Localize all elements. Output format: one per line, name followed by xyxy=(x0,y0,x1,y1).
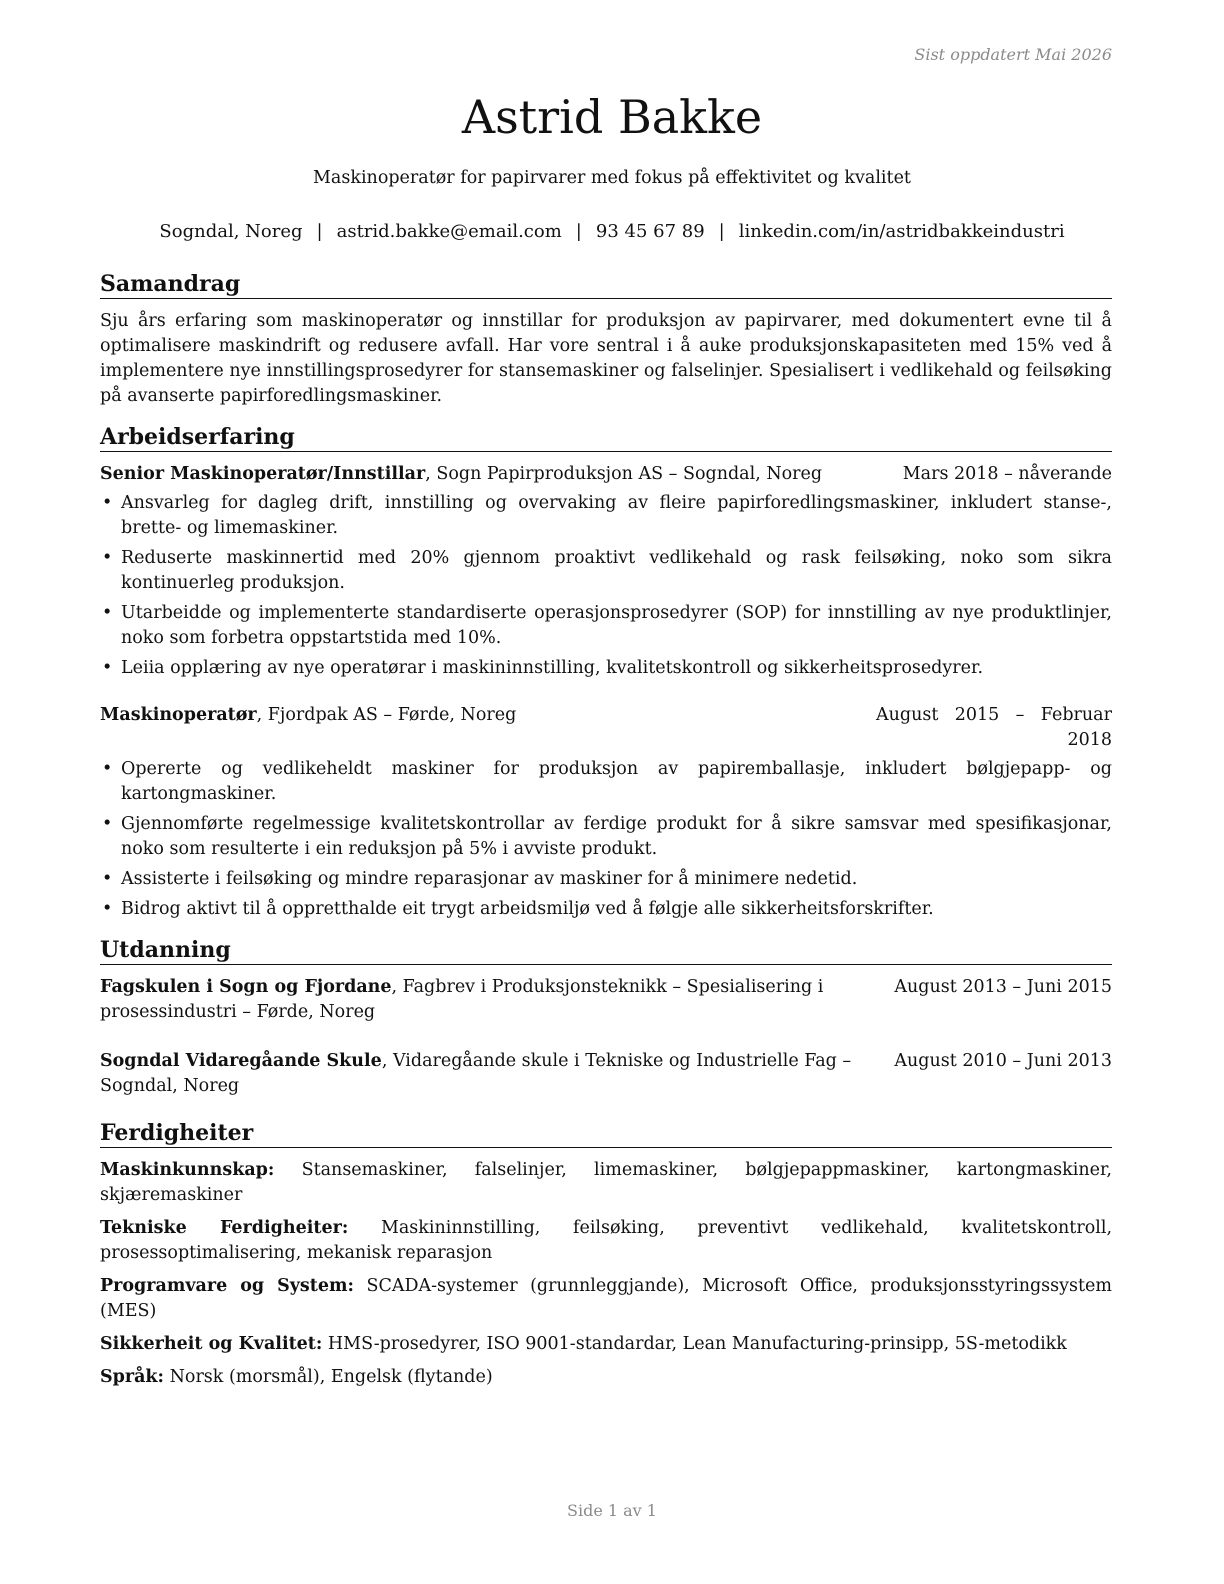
candidate-name: Astrid Bakke xyxy=(461,90,763,144)
skill-label: Programvare og System: xyxy=(100,1276,354,1296)
job-company: , Fjordpak AS – Førde, Noreg xyxy=(256,705,517,725)
job-bullet: • Opererte og vedlikeheldt maskiner for produksjon av papiremballasje, inkludert bølgjepapp- og kartongmaskiner. xyxy=(100,757,1112,807)
job-bullet: • Assisterte i feilsøking og mindre reparasjonar av maskiner for å minimere nedetid. xyxy=(100,867,1112,892)
skill-label: Sikkerheit og Kvalitet: xyxy=(100,1334,323,1354)
education-detail: , Vidaregåande skule i Tekniske og Industrielle Fag – Sogndal, Noreg xyxy=(100,1051,852,1096)
last-updated: Sist oppdatert Mai 2026 xyxy=(914,45,1112,64)
education-dates: August 2010 – Juni 2013 xyxy=(894,1051,1112,1071)
section-title-education: Utdanning xyxy=(100,936,1112,965)
skill-value: HMS-prosedyrer, ISO 9001-standardar, Lean Manufacturing-prinsipp, 5S-metodikk xyxy=(322,1334,1067,1354)
skill-row xyxy=(100,1365,1112,1390)
skill-value: Maskininnstilling, feilsøking, preventivt vedlikehald, kvalitetskontroll, prosessoptimalisering, mekanisk reparasjon xyxy=(100,1218,1113,1263)
section-title-skills: Ferdigheiter xyxy=(100,1119,1112,1148)
education-entry xyxy=(100,975,1112,1025)
job-dates: August 2015 – Februar 2018 xyxy=(876,705,1112,750)
skill-value: Norsk (morsmål), Engelsk (flytande) xyxy=(164,1367,493,1387)
section-title-summary: Samandrag xyxy=(100,270,1112,299)
contact-phone[interactable]: 93 45 67 89 xyxy=(595,221,705,242)
tagline: Maskinoperatør for papirvarer med fokus på effektivitet og kvalitet xyxy=(313,168,911,188)
job-bullets xyxy=(100,491,1112,681)
education-school: Sogndal Vidaregåande Skule xyxy=(100,1051,382,1071)
education-text xyxy=(100,975,894,1025)
education-detail: , Fagbrev i Produksjonsteknikk – Spesialisering i prosessindustri – Førde, Noreg xyxy=(100,977,824,1022)
contact-separator: | xyxy=(316,221,323,242)
education-entry xyxy=(100,1049,1112,1099)
job-bullet: • Reduserte maskinnertid med 20% gjennom proaktivt vedlikehald og rask feilsøking, noko som sikra kontinuerleg produksjon. xyxy=(100,546,1112,596)
section-title-experience: Arbeidserfaring xyxy=(100,423,1112,452)
job-bullet: • Ansvarleg for dagleg drift, innstilling og overvaking av fleire papirforedlingsmaskiner, inkludert stanse-, brette- og limemaskiner. xyxy=(100,491,1112,541)
contact-linkedin[interactable]: linkedin.com/in/astridbakkeindustri xyxy=(738,221,1065,242)
job-company: , Sogn Papirproduksjon AS – Sogndal, Noreg xyxy=(425,464,823,484)
skill-label: Tekniske Ferdigheiter: xyxy=(100,1218,349,1238)
contact-separator: | xyxy=(718,221,725,242)
job-entry xyxy=(100,462,1112,681)
education-school: Fagskulen i Sogn og Fjordane xyxy=(100,977,392,997)
summary-text: Sju års erfaring som maskinoperatør og innstillar for produksjon av papirvarer, med dokumentert evne til å optimalisere maskindrift og redusere avfall. Har vore sentral i å auke produksjonskapasiteten med 15% ved å implementere nye innstillingsprosedyrer for stansemaskiner og falselinjer. Spesialisert i vedlikehald og feilsøking på avanserte papirforedlingsmaskiner. xyxy=(100,311,1112,406)
job-entry xyxy=(100,703,1112,922)
resume-body xyxy=(100,270,1112,1398)
job-dates: Mars 2018 – nåverande xyxy=(902,464,1112,484)
skill-row xyxy=(100,1332,1112,1357)
job-bullet: • Gjennomførte regelmessige kvalitetskontrollar av ferdige produkt for å sikre samsvar med spesifikasjonar, noko som resulterte i ein reduksjon på 5% i avviste produkt. xyxy=(100,812,1112,862)
skill-label: Maskinkunnskap: xyxy=(100,1160,275,1180)
job-bullet: • Leiia opplæring av nye operatørar i maskininnstilling, kvalitetskontroll og sikkerheitsprosedyrer. xyxy=(100,656,1112,681)
job-title-line xyxy=(100,462,903,487)
job-bullets xyxy=(100,757,1112,922)
job-header xyxy=(100,703,1112,753)
contact-location: Sogndal, Noreg xyxy=(159,221,303,242)
job-bullet: • Bidrog aktivt til å oppretthalde eit trygt arbeidsmiljø ved å følgje alle sikkerheitsforskrifter. xyxy=(100,897,1112,922)
contact-separator: | xyxy=(575,221,582,242)
contact-email[interactable]: astrid.bakke@email.com xyxy=(336,221,562,242)
job-header xyxy=(100,462,1112,487)
job-role: Senior Maskinoperatør/Innstillar xyxy=(100,464,426,484)
contact-line xyxy=(0,219,1224,244)
skill-value: SCADA-systemer (grunnleggjande), Microsoft Office, produksjonsstyringssystem (MES) xyxy=(100,1276,1112,1321)
skill-label: Språk: xyxy=(100,1367,165,1387)
skill-value: Stansemaskiner, falselinjer, limemaskiner, bølgjepappmaskiner, kartongmaskiner, skjæremaskiner xyxy=(100,1160,1112,1205)
skill-row xyxy=(100,1274,1112,1324)
page-number: Side 1 av 1 xyxy=(567,1501,657,1520)
job-bullet: • Utarbeidde og implementerte standardiserte operasjonsprosedyrer (SOP) for innstilling av nye produktlinjer, noko som forbetra oppstartstida med 10%. xyxy=(100,601,1112,651)
education-dates: August 2013 – Juni 2015 xyxy=(894,977,1112,997)
education-text xyxy=(100,1049,894,1099)
skill-row xyxy=(100,1216,1112,1266)
job-title-line xyxy=(100,703,876,728)
job-role: Maskinoperatør xyxy=(100,705,257,725)
skill-row xyxy=(100,1158,1112,1208)
